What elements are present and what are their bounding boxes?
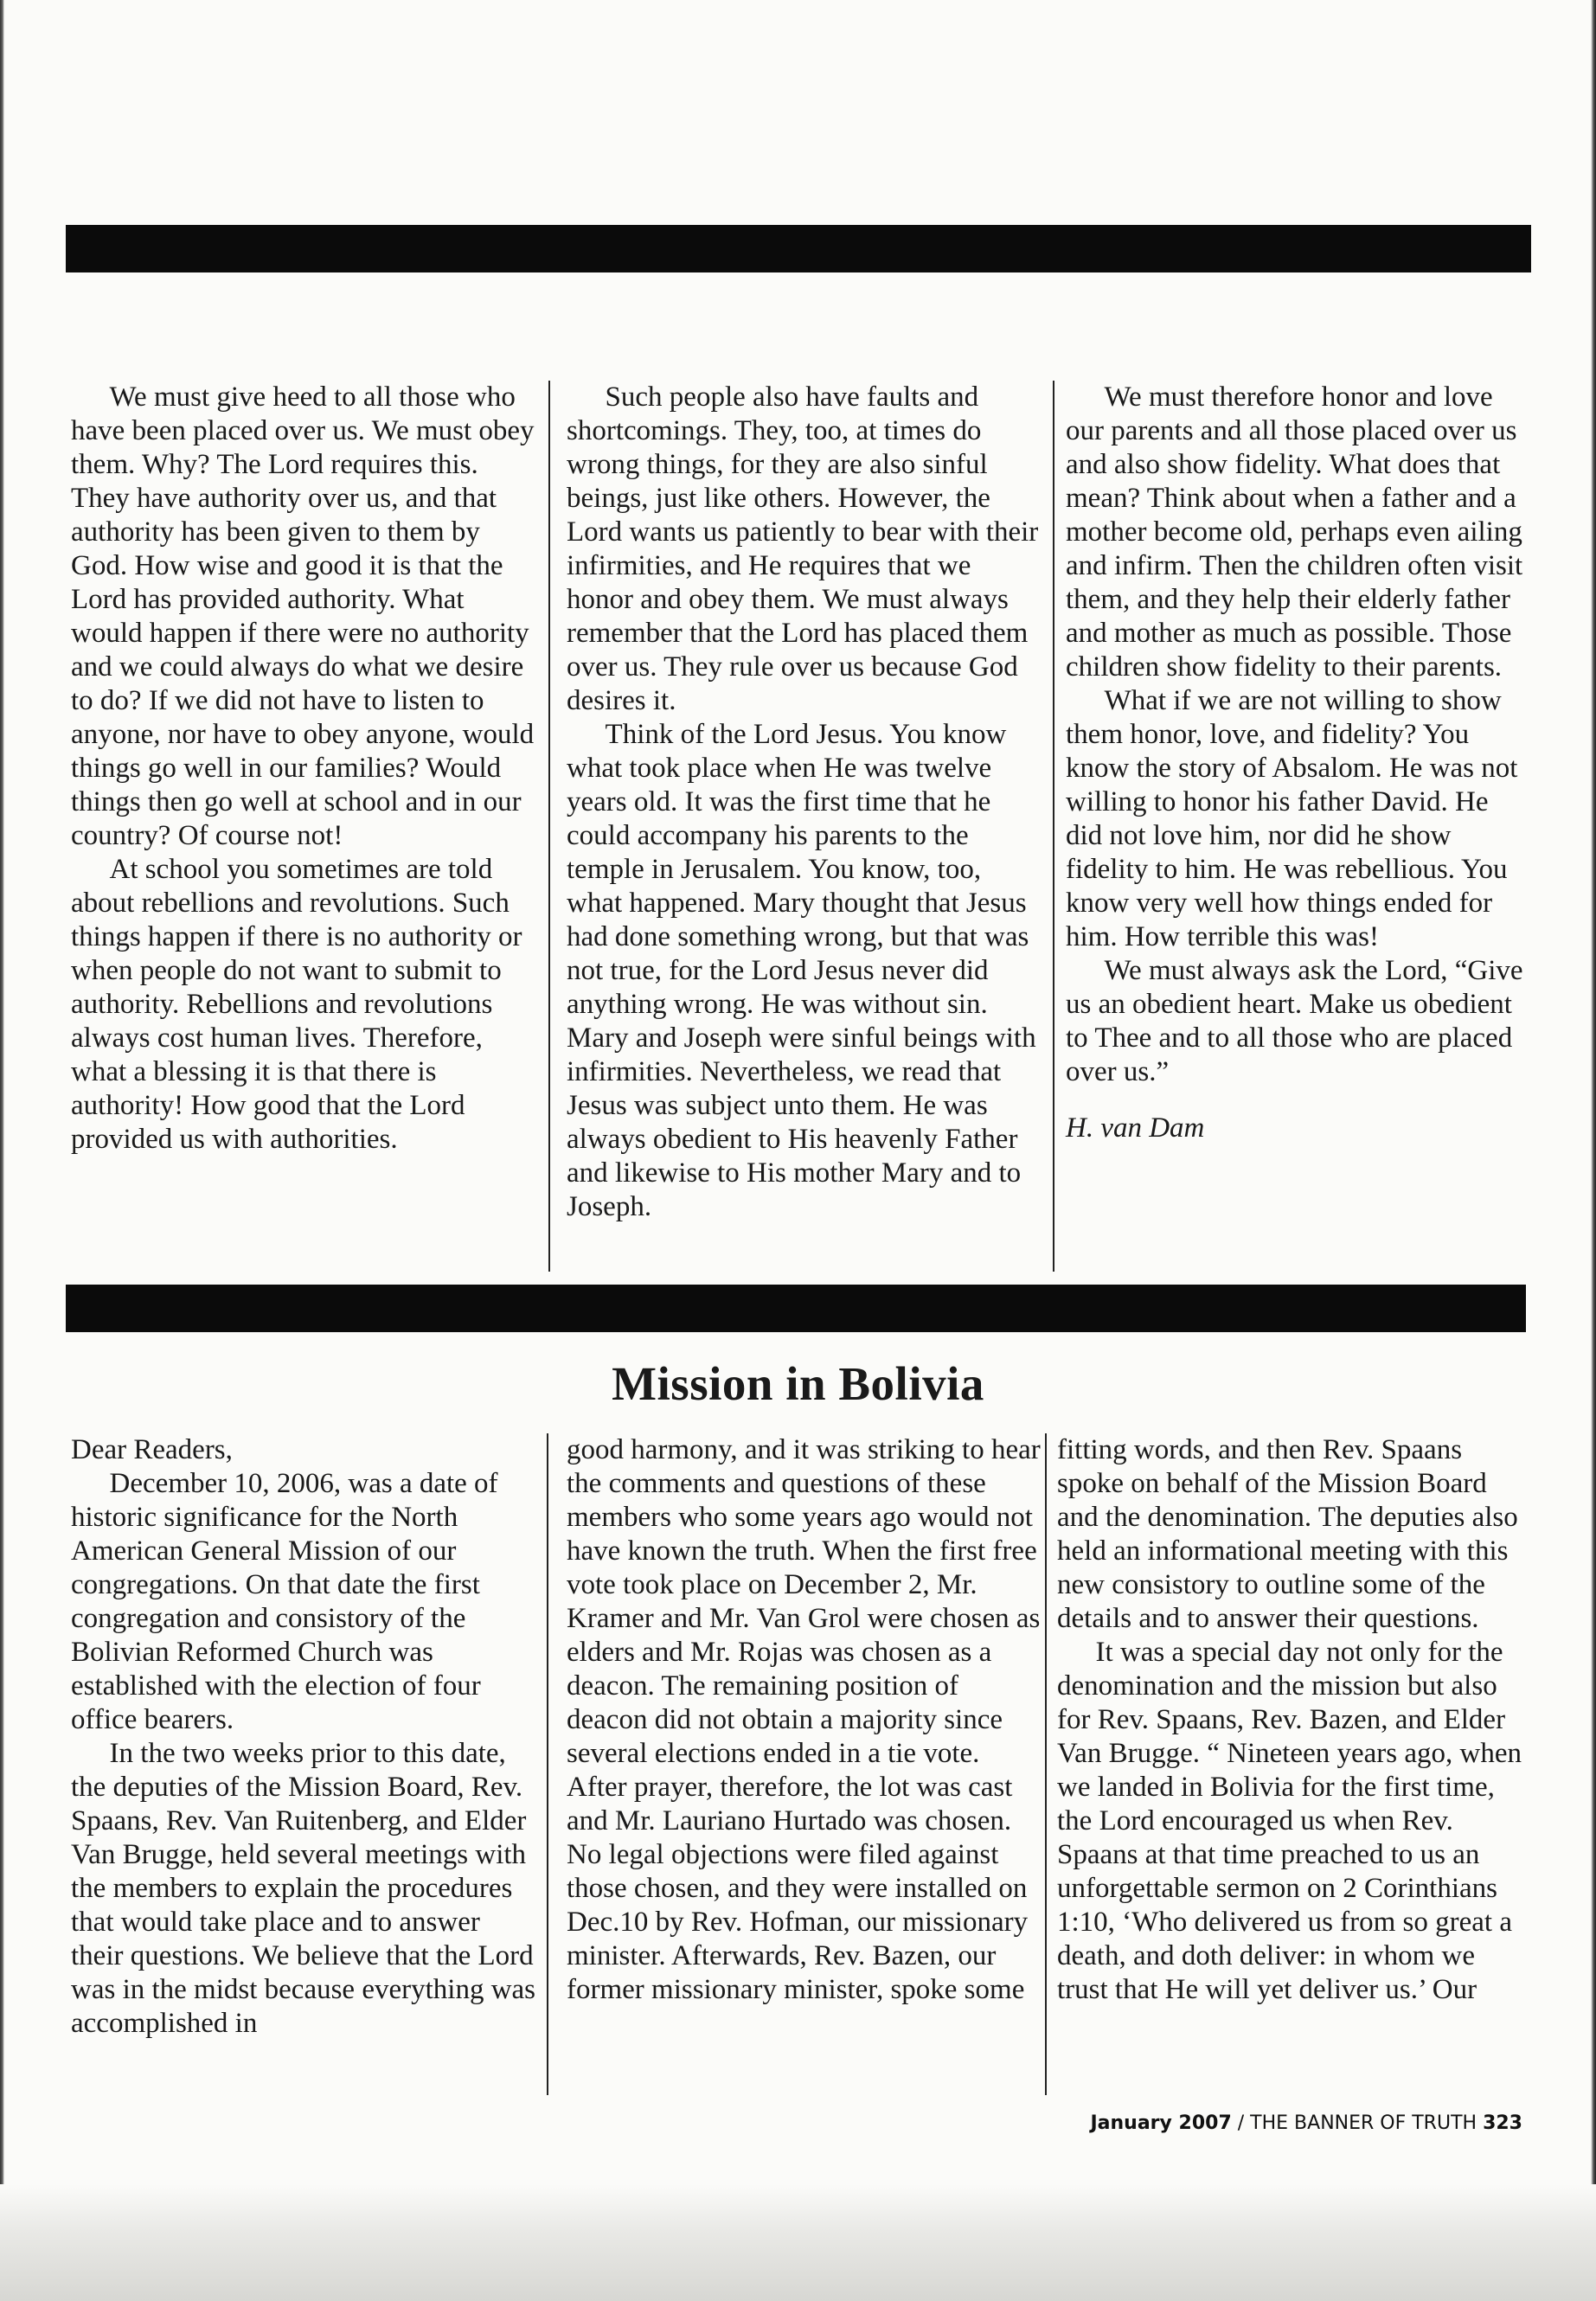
article-title: Mission in Bolivia bbox=[612, 1357, 984, 1410]
column-divider bbox=[547, 1433, 548, 2095]
top-article-column-2 bbox=[567, 381, 1042, 1224]
paragraph: We must always ask the Lord, “Give us an obedient heart. Make us obedient to Thee and to all those who are placed over us.” bbox=[1066, 955, 1523, 1087]
publication-name: THE BANNER OF TRUTH bbox=[1250, 2112, 1477, 2134]
author-signature: H. van Dam bbox=[1066, 1112, 1205, 1144]
page-edge-bottom bbox=[0, 2184, 1596, 2301]
paragraph: We must give heed to all those who have been placed over us. We must obey them. Why? The Lord requires this. They have authority over us, and that authority has been given to them by God. How wise and good it is that the Lord has provided authority. What would happen if there were no authority and we could always do what we desire to do? If we did not have to listen to anyone, nor have to obey anyone, would things go well in our families? Would things then go well at school and in our country? Of course not! bbox=[71, 381, 535, 851]
top-article-column-3 bbox=[1066, 381, 1529, 1145]
page-edge-right bbox=[1591, 0, 1596, 2214]
section-black-banner bbox=[66, 1285, 1526, 1332]
footer-separator: / bbox=[1237, 2112, 1245, 2134]
paragraph: It was a special day not only for the denomination and the mission but also for Rev. Spaans, Rev. Bazen, and Elder Van Brugge. “ Nineteen years ago, when we landed in Bolivia for the first time, the Lord encouraged us when Rev. Spaans at that time preached to us an unforgettable sermon on 2 Corinthians 1:10, ‘Who delivered us from so great a death, and doth deliver: in whom we trust that He will yet deliver us.’ Our bbox=[1057, 1637, 1522, 2005]
salutation: Dear Readers, bbox=[71, 1434, 233, 1465]
paragraph: Such people also have faults and shortcomings. They, too, at times do wrong things, for they are also sinful beings, just like others. However, the Lord wants us patiently to bear with their infirmities, and He requires that we honor and obey them. We must always remember that the Lord has placed them over us. They rule over us because God desires it. bbox=[567, 381, 1039, 716]
paragraph: In the two weeks prior to this date, the deputies of the Mission Board, Rev. Spaans, Rev. Van Ruitenberg, and Elder Van Brugge, held several meetings with the members to explain the procedures that would take place and to answer their questions. We believe that the Lord was in the midst because everything was accomplished in bbox=[71, 1738, 536, 2039]
paragraph: good harmony, and it was striking to hear the comments and questions of these members who some years ago would not have known the truth. When the first free vote took place on December 2, Mr. Kramer and Mr. Van Grol were chosen as elders and Mr. Rojas was chosen as a deacon. The remaining position of deacon did not obtain a majority since several elections ended in a tie vote. After prayer, therefore, the lot was cast and Mr. Lauriano Hurtado was chosen. No legal objections were filed against those chosen, and they were installed on Dec.10 by Rev. Hofman, our missionary minister. Afterwards, Rev. Bazen, our former missionary minister, spoke some bbox=[567, 1434, 1041, 2005]
paragraph: We must therefore honor and love our parents and all those placed over us and also show fidelity. What does that mean? Think about when a father and a mother become old, perhaps even ailing and infirm. Then the children often visit them, and they help their elderly father and mother as much as possible. Those children show fidelity to their parents. bbox=[1066, 381, 1523, 683]
top-black-banner bbox=[66, 225, 1531, 272]
bottom-article-column-1 bbox=[71, 1433, 538, 2041]
column-divider bbox=[1053, 381, 1054, 1272]
page-number: 323 bbox=[1483, 2112, 1522, 2134]
bottom-article-column-3 bbox=[1057, 1433, 1529, 2007]
page-edge-left bbox=[0, 0, 4, 2301]
page-footer bbox=[865, 2111, 1522, 2137]
column-divider bbox=[548, 381, 550, 1272]
paragraph: What if we are not willing to show them honor, love, and fidelity? You know the story of Absalom. He was not willing to honor his father David. He did not love him, nor did he show fidelity to him. He was rebellious. You know very well how things ended for him. How terrible this was! bbox=[1066, 685, 1518, 952]
issue-date: January 2007 bbox=[1090, 2112, 1232, 2134]
top-article-column-1 bbox=[71, 381, 538, 1157]
paragraph: At school you sometimes are told about rebellions and revolutions. Such things happen if there is no authority or when people do not want to submit to authority. Rebellions and revolutions always cost human lives. Therefore, what a blessing it is that there is authority! How good that the Lord provided us with authorities. bbox=[71, 854, 522, 1155]
paragraph: December 10, 2006, was a date of historic significance for the North American General Mission of our congregations. On that date the first congregation and consistory of the Bolivian Reformed Church was established with the election of four office bearers. bbox=[71, 1468, 498, 1735]
column-divider bbox=[1045, 1433, 1047, 2095]
paragraph: fitting words, and then Rev. Spaans spoke on behalf of the Mission Board and the denomination. The deputies also held an informational meeting with this new consistory to outline some of the details and to answer their questions. bbox=[1057, 1434, 1518, 1634]
bottom-article-column-2 bbox=[567, 1433, 1042, 2007]
paragraph: Think of the Lord Jesus. You know what took place when He was twelve years old. It was the first time that he could accompany his parents to the temple in Jerusalem. You know, too, what happened. Mary thought that Jesus had done something wrong, but that was not true, for the Lord Jesus never did anything wrong. He was without sin. Mary and Joseph were sinful beings with infirmities. Nevertheless, we read that Jesus was subject unto them. He was always obedient to His heavenly Father and likewise to His mother Mary and to Joseph. bbox=[567, 719, 1036, 1222]
